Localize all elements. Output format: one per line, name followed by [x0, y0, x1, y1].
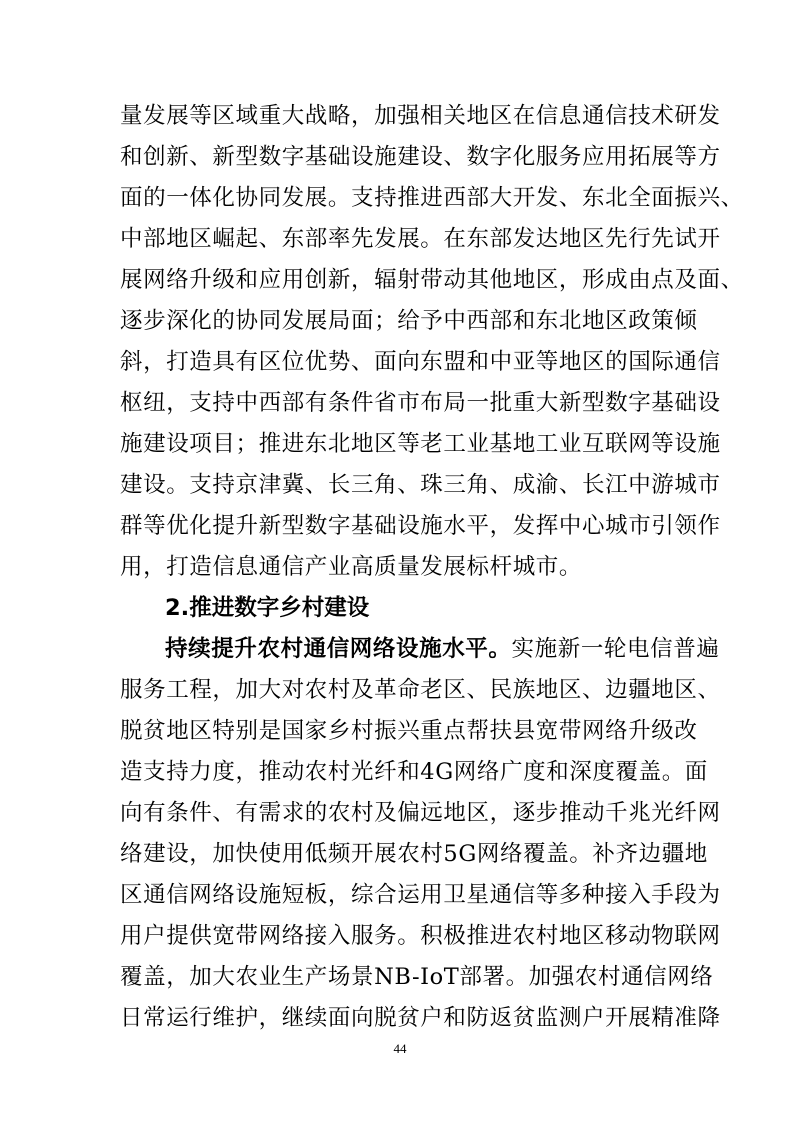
section-heading: 2.推进数字乡村建设 — [165, 595, 370, 621]
text-line: 量发展等区域重大战略，加强相关地区在信息通信技术研发 — [120, 103, 721, 129]
text-line: 向有条件、有需求的农村及偏远地区，逐步推动千兆光纤网 — [120, 800, 721, 826]
text-line: 用，打造信息通信产业高质量发展标杆城市。 — [120, 554, 583, 580]
document-body — [120, 96, 744, 1039]
text-line: 用户提供宽带网络接入服务。积极推进农村地区移动物联网 — [120, 923, 721, 949]
text-line: 区通信网络设施短板，综合运用卫星通信等多种接入手段为 — [120, 882, 721, 908]
text-line: 展网络升级和应用创新，辐射带动其他地区，形成由点及面、 — [120, 267, 744, 293]
text-line: 面的一体化协同发展。支持推进西部大开发、东北全面振兴、 — [120, 185, 744, 211]
text-line: 枢纽，支持中西部有条件省市布局一批重大新型数字基础设 — [120, 390, 721, 416]
text-line: 脱贫地区特别是国家乡村振兴重点帮扶县宽带网络升级改 — [120, 718, 698, 744]
paragraph-first-line — [120, 629, 720, 670]
page-number: 44 — [393, 1041, 407, 1056]
text-line: 建设。支持京津冀、长三角、珠三角、成渝、长江中游城市 — [120, 472, 721, 498]
text-line: 中部地区崛起、东部率先发展。在东部发达地区先行先试开 — [120, 226, 721, 252]
text-line: 造支持力度，推动农村光纤和4G网络广度和深度覆盖。面 — [120, 759, 708, 785]
text-line: 斜，打造具有区位优势、面向东盟和中亚等地区的国际通信 — [120, 349, 721, 375]
paragraph-lead-in: 持续提升农村通信网络设施水平。 — [165, 636, 512, 662]
text-line: 和创新、新型数字基础设施建设、数字化服务应用拓展等方 — [120, 144, 721, 170]
text-line: 逐步深化的协同发展局面；给予中西部和东北地区政策倾 — [120, 308, 698, 334]
text-line: 覆盖，加大农业生产场景NB-IoT部署。加强农村通信网络 — [120, 964, 714, 990]
text-line: 群等优化提升新型数字基础设施水平，发挥中心城市引领作 — [120, 513, 721, 539]
text-line: 服务工程，加大对农村及革命老区、民族地区、边疆地区、 — [120, 677, 721, 703]
text-line: 施建设项目；推进东北地区等老工业基地工业互联网等设施 — [120, 431, 721, 457]
text-line: 络建设，加快使用低频开展农村5G网络覆盖。补齐边疆地 — [120, 841, 708, 867]
paragraph-lead-rest: 实施新一轮电信普遍 — [511, 636, 720, 662]
text-line: 日常运行维护，继续面向脱贫户和防返贫监测户开展精准降 — [120, 1005, 721, 1031]
